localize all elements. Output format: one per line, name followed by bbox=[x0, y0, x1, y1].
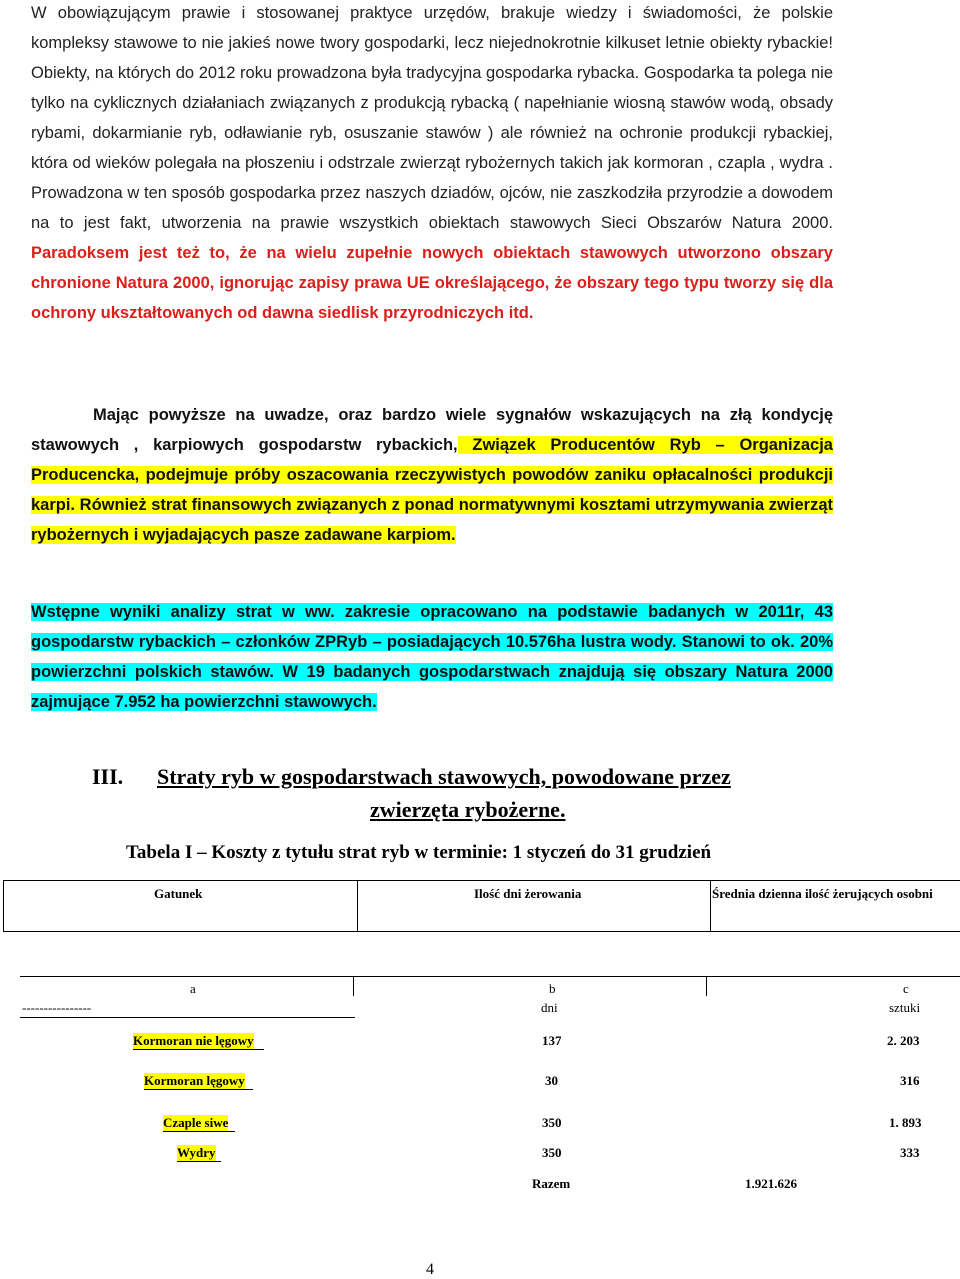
row-name: Wydry bbox=[177, 1145, 216, 1160]
page-number: 4 bbox=[426, 1261, 434, 1278]
column-divider bbox=[357, 881, 358, 931]
header-species: Gatunek bbox=[154, 886, 203, 901]
row-name: Kormoran lęgowy bbox=[144, 1073, 245, 1088]
total-value: 1.921.626 bbox=[745, 1176, 797, 1191]
section-title-line2: zwierzęta rybożerne. bbox=[370, 797, 566, 822]
column-divider bbox=[710, 881, 711, 931]
unit-days: dni bbox=[541, 1000, 558, 1015]
table-subheader-rule bbox=[20, 976, 960, 996]
paragraph-results bbox=[31, 597, 833, 717]
section-title-line1: Straty ryb w gospodarstwach stawowych, powodowane przez bbox=[157, 764, 731, 789]
letter-b: b bbox=[549, 981, 556, 996]
total-label: Razem bbox=[532, 1176, 571, 1191]
table-header bbox=[3, 880, 960, 932]
row-name: Czaple siwe bbox=[163, 1115, 229, 1130]
unit-count: sztuki bbox=[889, 1000, 921, 1015]
paragraph-intro-text: W obowiązującym prawie i stosowanej praktyce urzędów, brakuje wiedzy i świadomości, że polskie kompleksy stawowe to nie jakieś nowe twory gospodarki, lecz niejednokrotnie kilkuset letnie obiekty rybackie! Obiekty, na których do 2012 roku prowadzona była tradycyjna gospodarka rybacka. Gospodarka ta polega nie tylko na cyklicznych działaniach związanych z produkcją rybacką ( napełnianie wiosną stawów wodą, obsady rybami, dokarmianie ryb, odławianie ryb, osuszanie stawów ) ale również na ochronie produkcji rybackiej, która od wieków polegała na płoszeniu i odstrzale zwierząt rybożernych takich jak kormoran , czapla , wydra . Prowadzona w ten sposób gospodarka przez naszych dziadów, ojców, nie zaszkodziła przyrodzie a dowodem na to jest fakt, utworzenia na prawie wszystkich obiektach stawowych Sieci Obszarów Natura 2000. bbox=[31, 4, 833, 232]
row-rule bbox=[133, 1049, 264, 1050]
paragraph-analysis-highlight: Związek Producentów Ryb – Organizacja Producencka, podejmuje próby oszacowania rzeczywistych powodów zaniku opłacalności produkcji karpi. Również strat finansowych związanych z ponad normatywnymi kosztami utrzymywania zwierząt rybożernych i wyjadających pasze zadawane karpiom. bbox=[31, 436, 833, 544]
table-title: Tabela I – Koszty z tytułu strat ryb w terminie: 1 styczeń do 31 grudzień bbox=[126, 842, 712, 863]
header-avg-count: Średnia dzienna ilość żerujących osobni bbox=[712, 886, 933, 901]
row-rule bbox=[163, 1131, 235, 1132]
row-days: 350 bbox=[542, 1145, 562, 1160]
row-count: 2. 203 bbox=[887, 1033, 920, 1048]
column-divider bbox=[353, 977, 354, 996]
column-divider bbox=[706, 977, 707, 996]
row-days: 30 bbox=[545, 1073, 558, 1088]
paragraph-results-highlight: Wstępne wyniki analizy strat w ww. zakresie opracowano na podstawie badanych w 2011r, 43 gospodarstw rybackich – członków ZPRyb – posiadających 10.576ha lustra wody. Stanowi to ok. 20% powierzchni polskich stawów. W 19 badanych gospodarstwach znajdują się obszary Natura 2000 zajmujące 7.952 ha powierzchni stawowych. bbox=[31, 603, 833, 711]
letter-c: c bbox=[903, 981, 909, 996]
header-days: Ilość dni żerowania bbox=[474, 886, 582, 901]
row-count: 1. 893 bbox=[889, 1115, 922, 1130]
paragraph-analysis-text: Mając powyższe na uwadze, oraz bardzo wiele sygnałów wskazujących na złą kondycję stawowych , karpiowych gospodarstw rybackich, bbox=[31, 406, 833, 454]
row-name: Kormoran nie lęgowy bbox=[133, 1033, 254, 1048]
row-rule bbox=[177, 1161, 221, 1162]
row-count: 316 bbox=[900, 1073, 920, 1088]
row-rule bbox=[144, 1089, 253, 1090]
paragraph-analysis bbox=[31, 400, 833, 550]
paragraph-intro-red: Paradoksem jest też to, że na wielu zupełnie nowych obiektach stawowych utworzono obszary chronione Natura 2000, ignorując zapisy prawa UE określającego, że obszary tego typu tworzy się dla ochrony ukształtowanych od dawna siedlisk przyrodniczych itd. bbox=[31, 244, 833, 322]
row-days: 350 bbox=[542, 1115, 562, 1130]
section-number: III. bbox=[92, 764, 124, 789]
row-count: 333 bbox=[900, 1145, 920, 1160]
letter-a: a bbox=[190, 981, 196, 996]
paragraph-intro bbox=[31, 0, 833, 328]
row-days: 137 bbox=[542, 1033, 562, 1048]
row-rule bbox=[20, 1017, 355, 1018]
unit-species: ---------------- bbox=[22, 1000, 92, 1015]
